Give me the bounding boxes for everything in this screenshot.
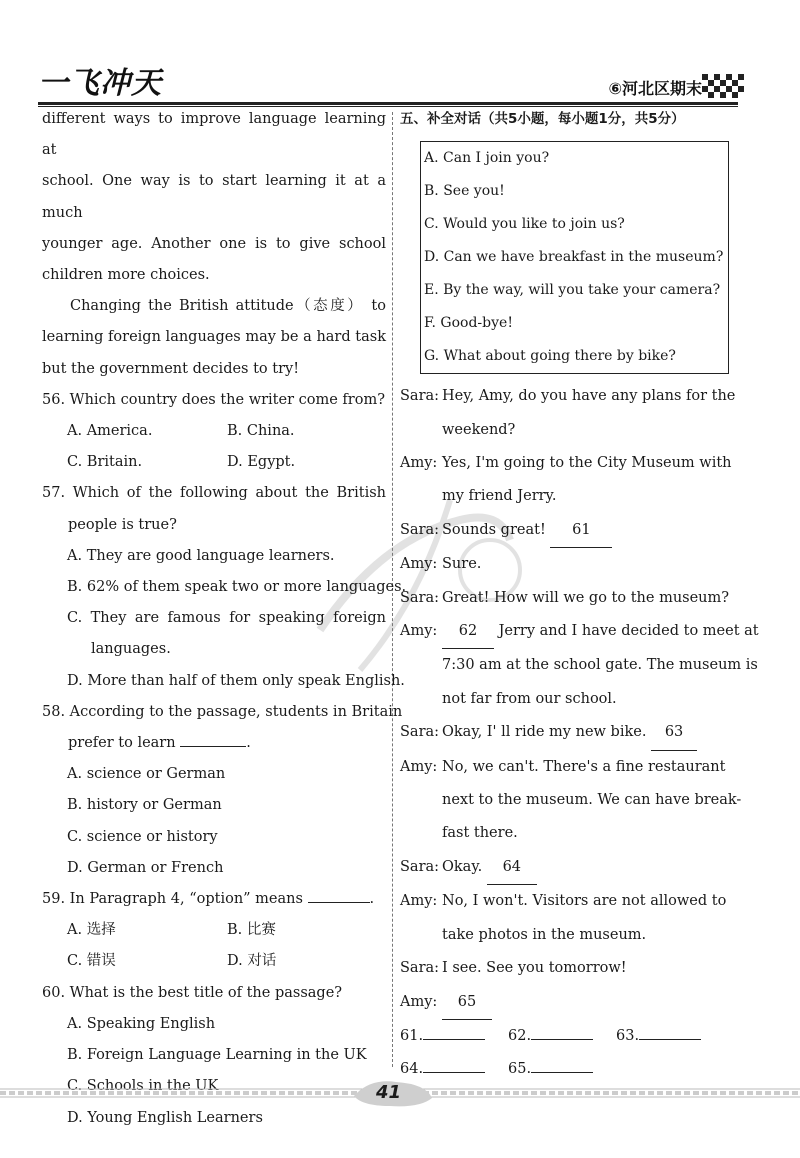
q56-option-b[interactable]: B. China. [227, 423, 295, 440]
passage-line: but the government decides to try! [42, 360, 300, 377]
dialogue-line: Amy: 62 Jerry and I have decided to meet at [400, 615, 746, 649]
q57-option-a[interactable]: A. They are good language learners. [67, 547, 335, 564]
dialogue-line-cont: my friend Jerry. [442, 488, 557, 505]
blank-63[interactable]: 63 [651, 716, 697, 750]
speaker-amy: Amy: [400, 556, 438, 573]
answer-62: 62. [508, 1020, 616, 1053]
dialogue-line: Amy: No, I won't. Visitors are not allowed to [400, 885, 746, 918]
speaker-amy: Amy: [400, 455, 438, 472]
q58-option-a[interactable]: A. science or German [67, 766, 226, 783]
speaker-sara: Sara: [400, 858, 440, 875]
passage-line: school. One way is to start learning it at a much [42, 173, 386, 221]
q60-option-a[interactable]: A. Speaking English [67, 1015, 216, 1032]
answer-blank[interactable] [639, 1023, 701, 1040]
speaker-amy: Amy: [400, 758, 438, 775]
q57-option-d[interactable]: D. More than half of them only speak English. [67, 672, 405, 689]
q56-option-a[interactable]: A. America. [67, 423, 153, 440]
dialogue-line: Sara: Okay. 64 [400, 851, 746, 885]
speaker-sara: Sara: [400, 960, 440, 977]
dialogue-line-cont: fast there. [442, 825, 518, 842]
answer-64: 64. [400, 1053, 508, 1086]
dialogue-line-cont: next to the museum. We can have break- [442, 792, 742, 809]
question-59: 59. In Paragraph 4, “option” means . [42, 884, 386, 915]
checker-decoration [702, 74, 746, 100]
dialogue-line-cont: 7:30 am at the school gate. The museum is [442, 657, 758, 674]
speaker-sara: Sara: [400, 589, 440, 606]
dialogue-line: Sara: Hey, Amy, do you have any plans for the [400, 380, 746, 413]
dialogue-line-cont: not far from our school. [442, 690, 617, 707]
blank-64[interactable]: 64 [487, 851, 537, 885]
dialogue-option-e: E. By the way, will you take your camera? [424, 282, 721, 299]
question-57: 57. Which of the following about the British [42, 485, 386, 502]
dialogue-option-b: B. See you! [424, 183, 505, 200]
question-56: 56. Which country does the writer come from? [42, 391, 385, 408]
speaker-sara: Sara: [400, 521, 440, 538]
passage-line: learning foreign languages may be a hard task [42, 329, 386, 346]
q59-option-a[interactable]: A. 选择 [67, 922, 116, 939]
question-57-cont: people is true? [68, 516, 177, 533]
answer-61: 61. [400, 1020, 508, 1053]
q60-option-c[interactable]: C. Schools in the UK [67, 1078, 219, 1095]
dialogue-option-d: D. Can we have breakfast in the museum? [424, 249, 724, 266]
dialogue-option-a: A. Can I join you? [424, 150, 550, 167]
q57-option-b[interactable]: B. 62% of them speak two or more languages. [67, 579, 407, 596]
dialogue-line-cont: take photos in the museum. [442, 926, 647, 943]
blank-61[interactable]: 61 [550, 514, 612, 548]
speaker-amy: Amy: [400, 623, 438, 640]
dialogue-option-f: F. Good-bye! [424, 315, 513, 332]
options-box [420, 141, 729, 374]
q56-options-row1 [42, 416, 386, 447]
dialogue-line: Sara: Great! How will we go to the museum? [400, 582, 746, 615]
passage-line: Changing the British attitude（态度） to [70, 298, 386, 315]
answer-row [400, 1053, 746, 1086]
blank-62[interactable]: 62 [442, 615, 494, 649]
q57-option-c[interactable]: C. They are famous for speaking foreign [67, 610, 386, 627]
q57-option-c-cont: languages. [91, 641, 171, 658]
speaker-amy: Amy: [400, 893, 438, 910]
dialogue-line: Amy: Sure. [400, 548, 746, 581]
answer-65: 65. [508, 1053, 593, 1086]
question-58: 58. According to the passage, students in Britain [42, 703, 403, 720]
passage-line: different ways to improve language learning at [42, 111, 386, 159]
dialogue-line: Sara: Okay, I' ll ride my new bike. 63 [400, 716, 746, 750]
answer-blank[interactable] [308, 886, 370, 903]
question-58-cont: prefer to learn . [42, 728, 386, 759]
blank-65[interactable]: 65 [442, 986, 492, 1020]
dialogue-line-cont: weekend? [442, 421, 516, 438]
q59-options-row1 [42, 915, 386, 946]
dialogue-line [400, 986, 746, 1020]
q56-options-row2 [42, 447, 386, 478]
answer-blank[interactable] [423, 1056, 485, 1073]
answer-blank[interactable] [531, 1023, 593, 1040]
q56-option-d[interactable]: D. Egypt. [227, 454, 296, 471]
question-60: 60. What is the best title of the passage? [42, 984, 343, 1001]
exam-label: ⑥河北区期末 [608, 79, 702, 98]
dialogue-line: Sara: Sounds great! 61 [400, 514, 746, 548]
q58-option-c[interactable]: C. science or history [67, 828, 218, 845]
q58-option-b[interactable]: B. history or German [67, 797, 222, 814]
q59-option-b[interactable]: B. 比赛 [227, 922, 276, 939]
answer-row [400, 1020, 746, 1053]
dialogue-line: Amy: No, we can't. There's a fine restaurant [400, 751, 746, 784]
q60-option-b[interactable]: B. Foreign Language Learning in the UK [67, 1047, 367, 1064]
answer-blank[interactable] [423, 1023, 485, 1040]
series-logo: 一飞冲天 [38, 66, 162, 101]
answer-blank[interactable] [531, 1056, 593, 1073]
q60-option-d[interactable]: D. Young English Learners [67, 1109, 263, 1126]
answer-63: 63. [616, 1020, 701, 1053]
passage-line: younger age. Another one is to give school [42, 235, 386, 252]
q59-option-c[interactable]: C. 错误 [67, 953, 116, 970]
dialogue-line: Sara: I see. See you tomorrow! [400, 952, 746, 985]
speaker-sara: Sara: [400, 724, 440, 741]
speaker-amy: Amy: [400, 993, 438, 1010]
dialogue-line: Amy: Yes, I'm going to the City Museum with [400, 447, 746, 480]
q59-options-row2 [42, 946, 386, 977]
dialogue-option-c: C. Would you like to join us? [424, 216, 625, 233]
q58-option-d[interactable]: D. German or French [67, 859, 224, 876]
answer-blank[interactable] [180, 730, 246, 747]
passage-line: children more choices. [42, 267, 210, 284]
page-number: 41 [376, 1082, 402, 1103]
q59-option-d[interactable]: D. 对话 [227, 953, 277, 970]
right-column [400, 104, 759, 1087]
speaker-sara: Sara: [400, 388, 440, 405]
dialogue-option-g: G. What about going there by bike? [424, 348, 676, 365]
q56-option-c[interactable]: C. Britain. [67, 454, 143, 471]
section-title: 五、补全对话（共5小题，每小题1分，共5分） [400, 111, 685, 127]
